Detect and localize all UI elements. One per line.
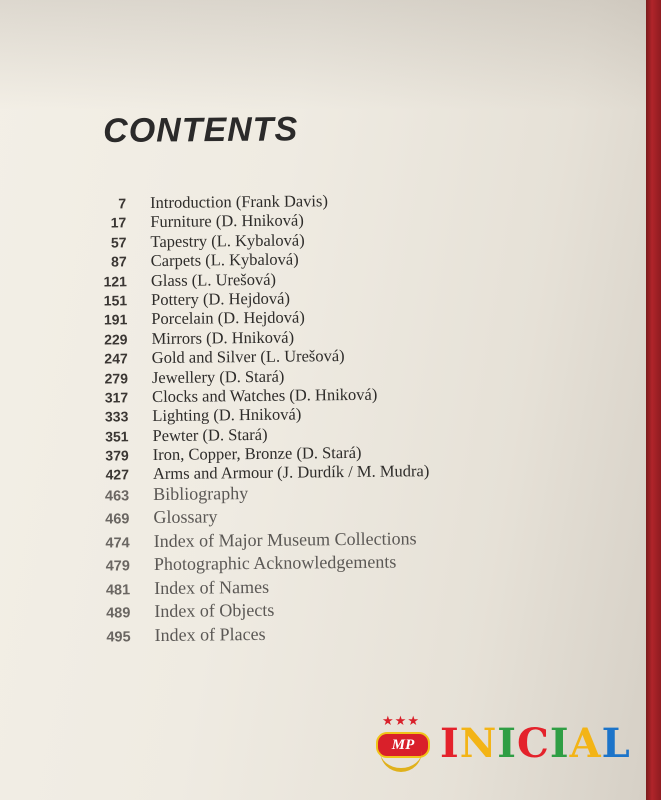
stars-icon: ★★★ — [382, 714, 420, 729]
entry-page-number: 229 — [104, 331, 128, 348]
entry-title: Iron, Copper, Bronze (D. Stará) — [152, 442, 362, 465]
entry-page-number: 474 — [105, 535, 130, 552]
contents-list — [60, 188, 605, 649]
badge-text: MP — [376, 732, 430, 758]
brand-letter: I — [549, 720, 570, 767]
entry-title: Index of Names — [154, 576, 270, 598]
entry-title: Arms and Armour (J. Durdík / M. Mudra) — [152, 461, 430, 484]
entry-title: Mirrors (D. Hniková) — [151, 327, 295, 348]
brand-letter: L — [601, 720, 631, 767]
entry-title: Clocks and Watches (D. Hniková) — [152, 384, 378, 406]
entry-page-number: 247 — [104, 350, 128, 367]
entry-page-number: 279 — [104, 369, 129, 387]
entry-title: Gold and Silver (L. Urešová) — [151, 346, 345, 368]
brand-letter: I — [440, 720, 460, 767]
entry-page-number: 151 — [103, 292, 128, 309]
entry-title: Tapestry (L. Kybalová) — [150, 230, 305, 251]
entry-page-number: 17 — [110, 214, 127, 231]
contents-entry — [65, 620, 605, 649]
entry-title: Lighting (D. Hniková) — [152, 404, 302, 426]
entry-page-number: 191 — [103, 311, 128, 328]
entry-page-number: 333 — [104, 408, 129, 425]
watermark-badge — [372, 714, 430, 774]
entry-title: Bibliography — [153, 482, 249, 504]
entry-page-number: 57 — [110, 234, 127, 251]
entry-title: Carpets (L. Kybalová) — [150, 249, 299, 271]
entry-title: Pewter (D. Stará) — [152, 424, 268, 445]
entry-page-number: 463 — [104, 488, 130, 505]
watermark-logo — [372, 712, 642, 776]
entry-page-number: 379 — [105, 447, 129, 464]
entry-page-number: 427 — [105, 466, 130, 484]
entry-title: Index of Places — [154, 623, 266, 645]
brand-letter: A — [569, 720, 602, 767]
entry-title: Jewellery (D. Stará) — [151, 366, 285, 387]
page-shadow — [0, 0, 646, 110]
watermark-brand — [440, 720, 631, 767]
entry-page-number: 479 — [105, 558, 130, 575]
entry-page-number: 489 — [106, 605, 131, 622]
brand-letter: C — [517, 720, 550, 767]
page-title: CONTENTS — [103, 110, 299, 150]
entry-title: Furniture (D. Hniková) — [150, 210, 304, 232]
entry-page-number: 495 — [106, 629, 131, 646]
entry-page-number: 481 — [105, 582, 131, 599]
entry-page-number: 7 — [118, 195, 127, 212]
entry-page-number: 87 — [111, 253, 127, 270]
entry-page-number: 469 — [105, 511, 130, 528]
brand-letter: N — [459, 720, 498, 767]
entry-title: Introduction (Frank Davis) — [149, 191, 328, 213]
book-cover-edge — [646, 0, 661, 800]
brand-letter: I — [497, 720, 517, 767]
entry-page-number: 351 — [105, 427, 129, 445]
entry-title: Porcelain (D. Hejdová) — [151, 307, 305, 329]
laurel-icon — [380, 750, 422, 772]
entry-title: Glossary — [153, 506, 218, 528]
entry-title: Pottery (D. Hejdová) — [151, 288, 291, 310]
entry-title: Index of Objects — [154, 600, 275, 622]
entry-title: Glass (L. Urešová) — [150, 269, 277, 290]
entry-page-number: 317 — [104, 389, 129, 406]
entry-title: Photographic Acknowledgements — [153, 551, 397, 575]
entry-title: Index of Major Museum Collections — [153, 528, 417, 551]
entry-page-number: 121 — [103, 272, 127, 290]
